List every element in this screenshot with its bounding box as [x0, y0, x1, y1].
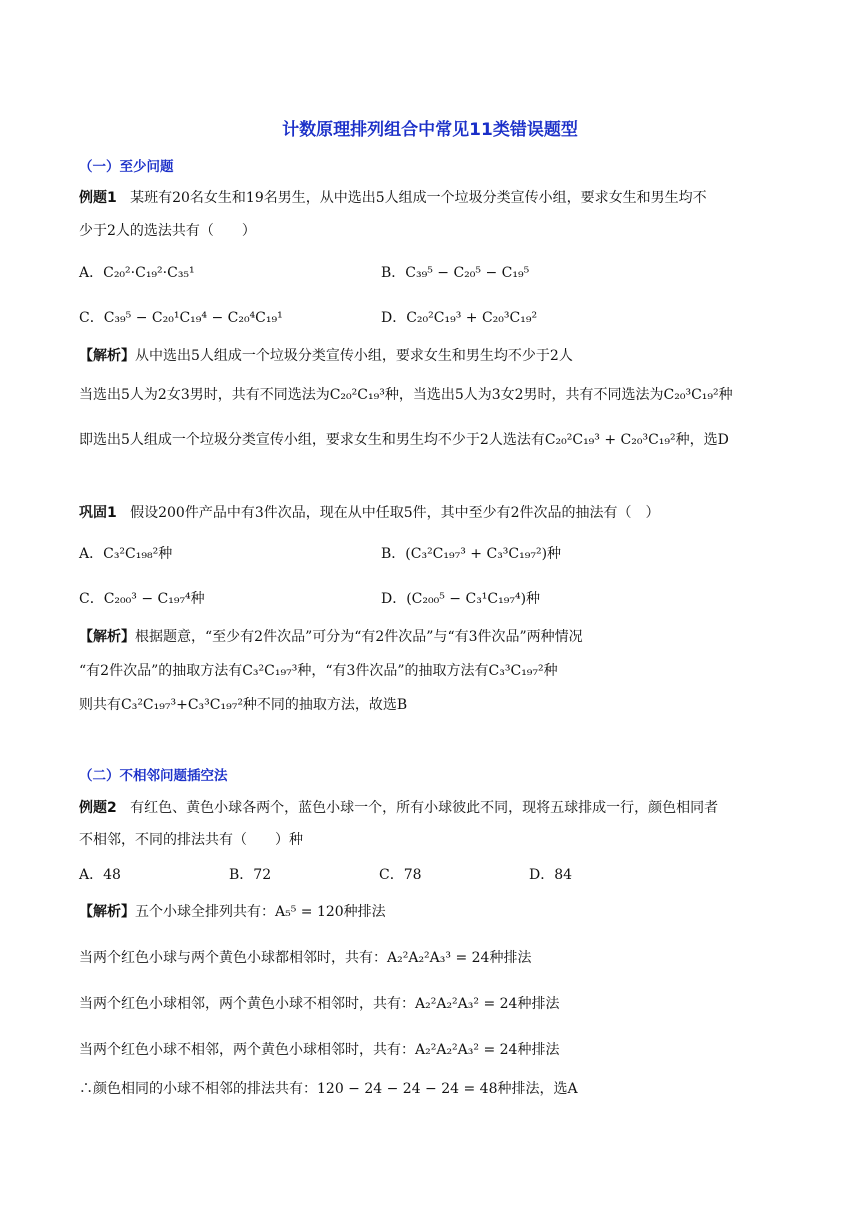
practice1-option-d: D．(C₂₀₀⁵ − C₃¹C₁₉₇⁴)种 — [381, 591, 541, 607]
practice1-option-b: B．(C₃²C₁₉₇³ + C₃³C₁₉₇²)种 — [381, 546, 562, 562]
example1-analysis-1 — [79, 345, 790, 367]
example2-option-d: D．84 — [529, 867, 573, 883]
example1-text-1: 某班有20名女生和19名男生，从中选出5人组成一个垃圾分类宣传小组，要求女生和男生均不 — [130, 190, 707, 206]
example1-option-c: C．C₃₉⁵ − C₂₀¹C₁₉⁴ − C₂₀⁴C₁₉¹ — [79, 310, 283, 326]
practice1-text: 假设200件产品中有3件次品，现在从中任取5件，其中至少有2件次品的抽法有（ ） — [130, 505, 660, 521]
analysis-text: 五个小球全排列共有：A₅⁵ = 120种排法 — [135, 904, 386, 920]
example2-analysis-1 — [79, 901, 790, 923]
example2-text-1: 有红色、黄色小球各两个，蓝色小球一个，所有小球彼此不同，现将五球排成一行，颜色相同者 — [130, 800, 719, 816]
analysis-label: 【解析】 — [79, 629, 135, 645]
example2-option-b: B．72 — [229, 867, 272, 883]
practice1-analysis-3: 则共有C₃²C₁₉₇³+C₃³C₁₉₇²种不同的抽取方法，故选B — [79, 697, 408, 713]
example1-option-a: A．C₂₀²·C₁₉²·C₃₅¹ — [79, 265, 195, 281]
example1-line2: 少于2人的选法共有（ ） — [79, 223, 256, 239]
example2-analysis-4: 当两个红色小球不相邻，两个黄色小球相邻时，共有：A₂²A₂²A₃² = 24种排法 — [79, 1042, 560, 1058]
analysis-label: 【解析】 — [79, 348, 135, 364]
example1-analysis-2: 当选出5人为2女3男时，共有不同选法为C₂₀²C₁₉³种，当选出5人为3女2男时，共有不同选法为C₂₀³C₁₉²种 — [79, 387, 733, 403]
example2-analysis-5: ∴颜色相同的小球不相邻的排法共有：120 − 24 − 24 − 24 = 48种排法，选A — [79, 1081, 578, 1097]
example1-option-b: B．C₃₉⁵ − C₂₀⁵ − C₁₉⁵ — [381, 265, 530, 281]
example2-line1 — [79, 797, 790, 819]
example2-analysis-3: 当两个红色小球相邻，两个黄色小球不相邻时，共有：A₂²A₂²A₃² = 24种排法 — [79, 996, 560, 1012]
practice1-option-c: C．C₂₀₀³ − C₁₉₇⁴种 — [79, 591, 205, 607]
example1-analysis-3: 即选出5人组成一个垃圾分类宣传小组，要求女生和男生均不少于2人选法有C₂₀²C₁₉³ + C₂₀³C₁₉²种，选D — [79, 432, 729, 448]
example1-line1 — [79, 187, 790, 209]
example1-option-d: D．C₂₀²C₁₉³ + C₂₀³C₁₉² — [381, 310, 538, 326]
example2-line2: 不相邻，不同的排法共有（ ）种 — [79, 832, 303, 848]
practice1-analysis-1 — [79, 626, 790, 648]
example2-option-c: C．78 — [379, 867, 422, 883]
practice1-label: 巩固1 — [79, 505, 117, 521]
section-heading-1: （一）至少问题 — [79, 159, 174, 175]
example1-label: 例题1 — [79, 190, 117, 206]
example2-label: 例题2 — [79, 800, 117, 816]
section-heading-2: （二）不相邻问题插空法 — [79, 768, 228, 784]
analysis-text: 根据题意，“至少有2件次品”可分为“有2件次品”与“有3件次品”两种情况 — [135, 629, 583, 645]
analysis-text: 从中选出5人组成一个垃圾分类宣传小组，要求女生和男生均不少于2人 — [135, 348, 573, 364]
example2-analysis-2: 当两个红色小球与两个黄色小球都相邻时，共有：A₂²A₂²A₃³ = 24种排法 — [79, 950, 532, 966]
analysis-label: 【解析】 — [79, 904, 135, 920]
example2-option-a: A．48 — [79, 867, 121, 883]
practice1-analysis-2: “有2件次品”的抽取方法有C₃²C₁₉₇³种，“有3件次品”的抽取方法有C₃³C₁₉₇²种 — [79, 663, 558, 679]
page-title: 计数原理排列组合中常见11类错误题型 — [282, 120, 578, 140]
practice1-line1 — [79, 502, 790, 524]
practice1-option-a: A．C₃²C₁₉₈²种 — [79, 546, 173, 562]
